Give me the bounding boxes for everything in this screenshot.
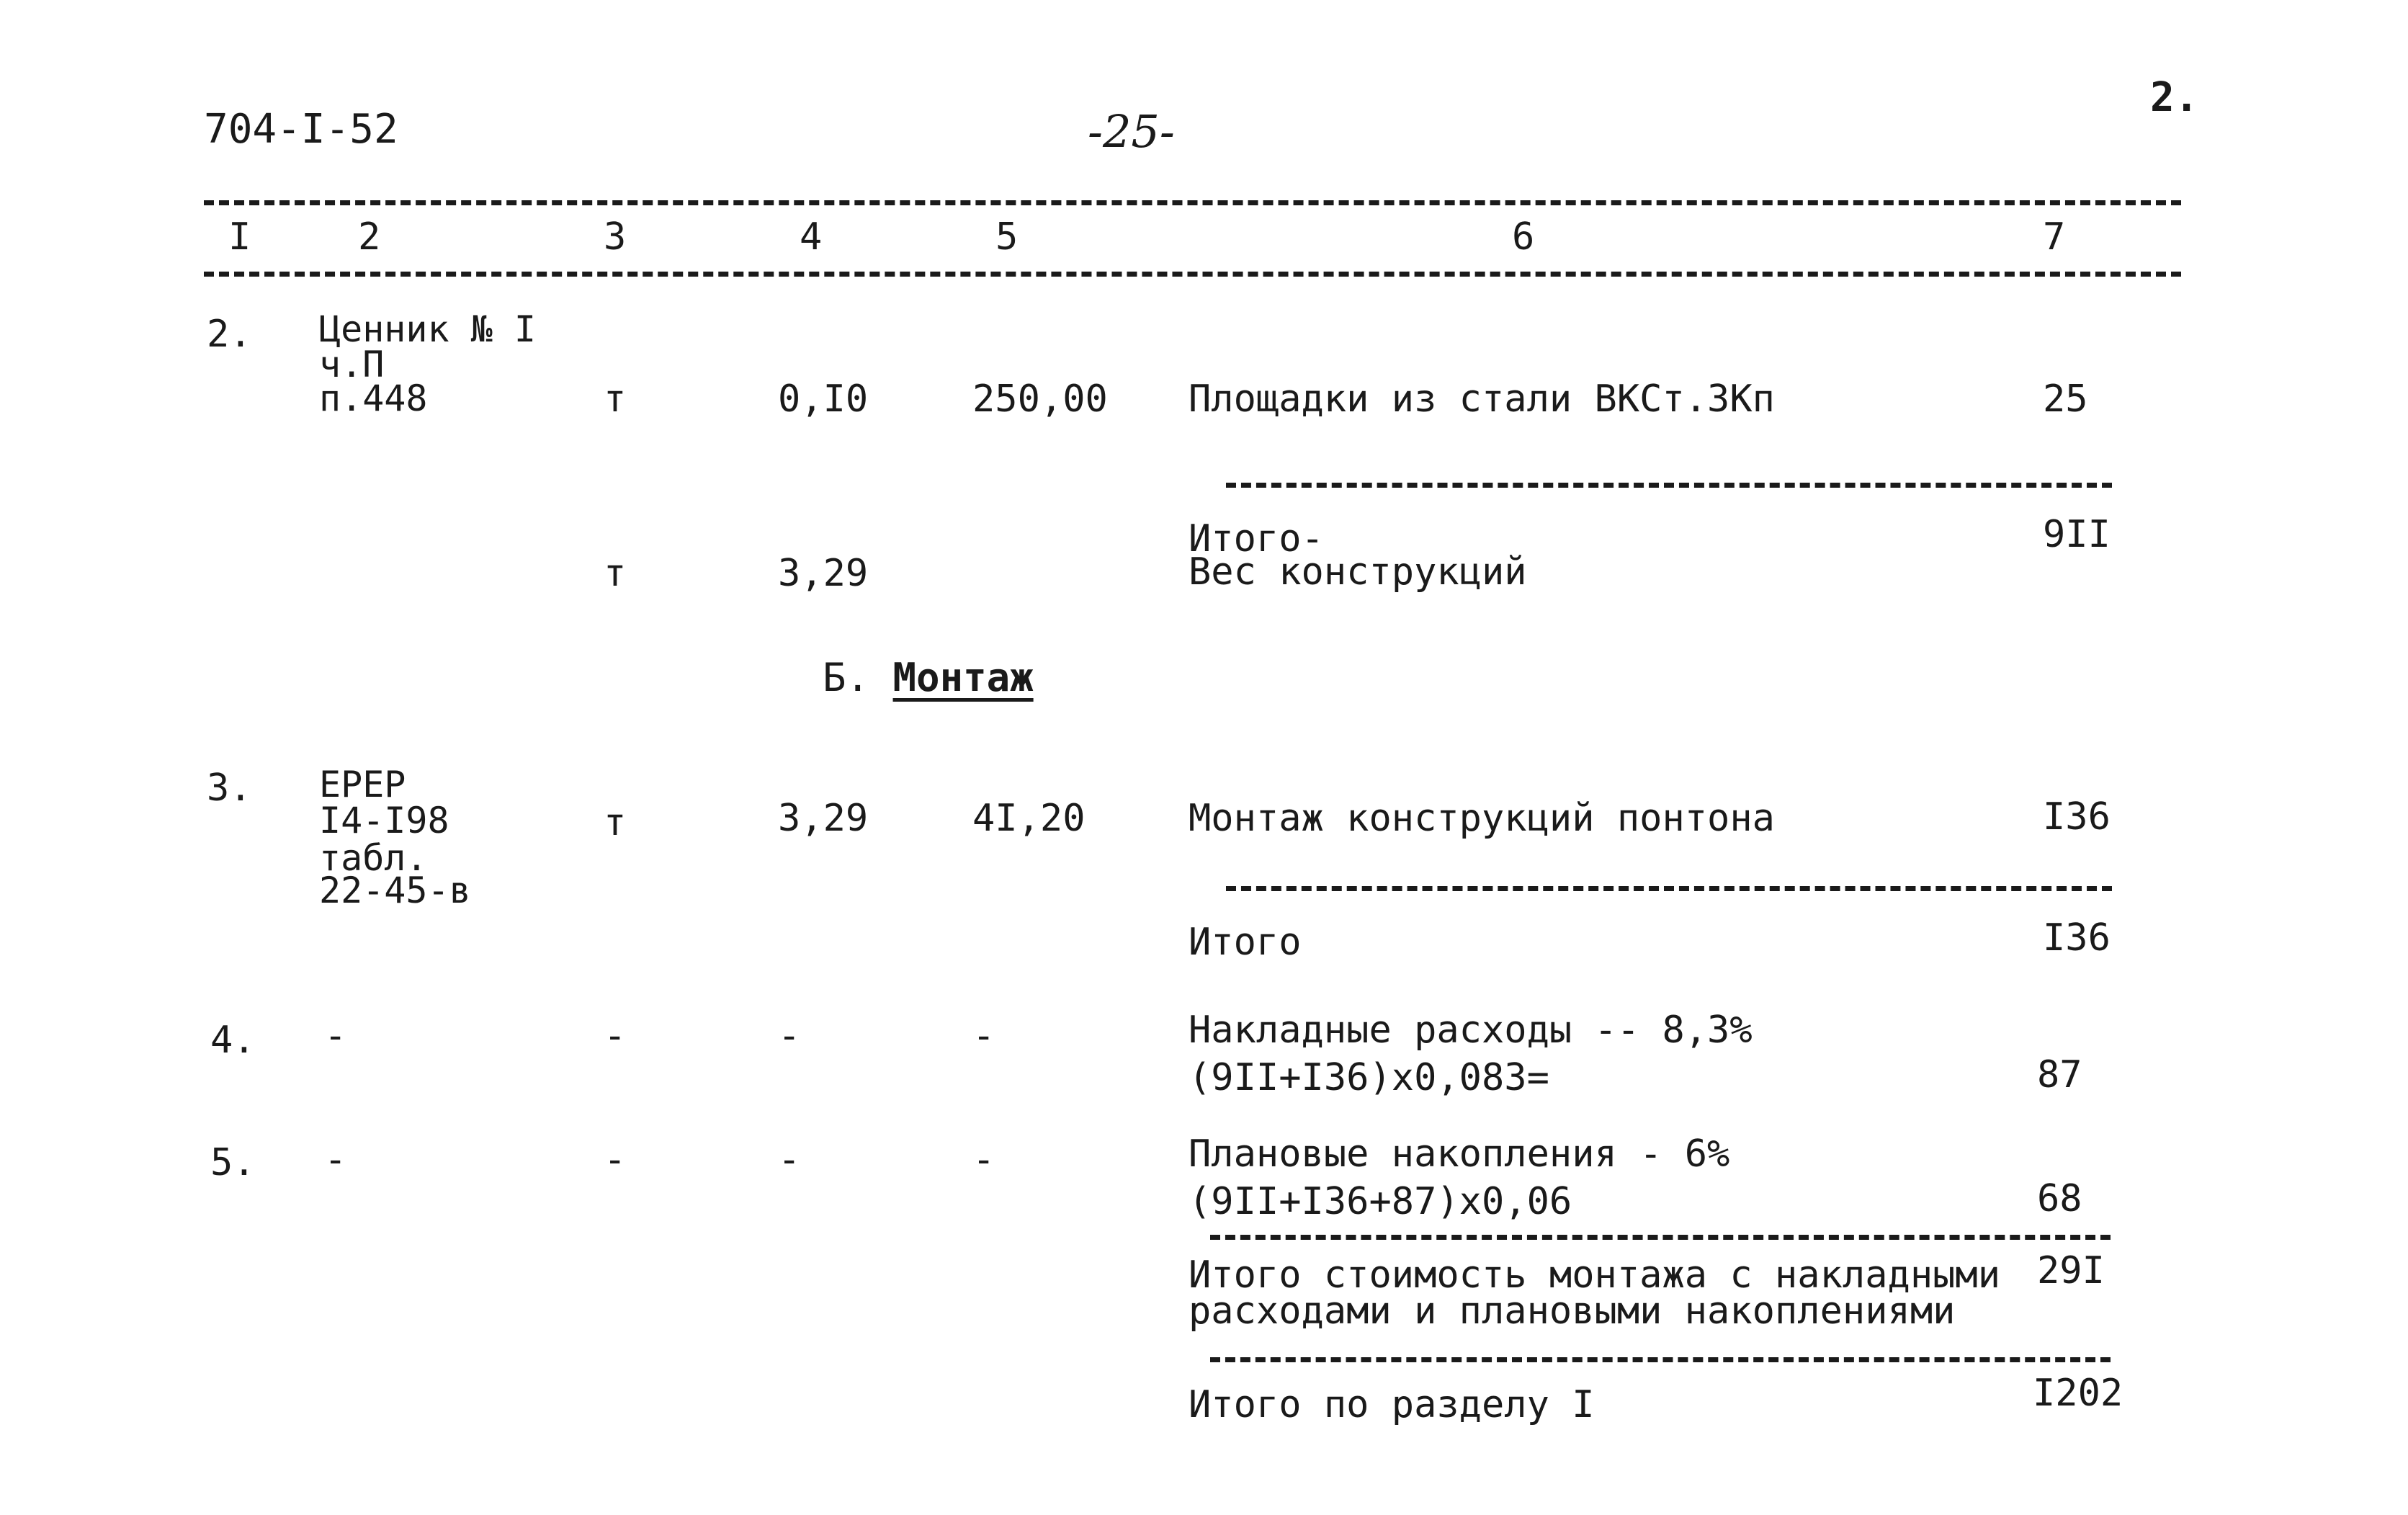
row-4-description-line-1: Накладные расходы -- 8,3% (1189, 1009, 1753, 1052)
row-3-source-line-4: 22-45-в (319, 870, 471, 911)
total-section-label: Итого по разделу I (1189, 1383, 1595, 1426)
row-2-price: 250,00 (972, 377, 1108, 421)
header-top-rule (204, 200, 2181, 205)
column-header-2: 2 (358, 215, 381, 259)
row-5-unit-dash: - (604, 1138, 627, 1181)
row-2-source-line-1: Ценник № I (319, 308, 537, 350)
row-4-number: 4. (210, 1019, 256, 1062)
column-header-7: 7 (2043, 215, 2066, 259)
subtotal-b-label: Итого (1189, 921, 1302, 964)
column-header-5: 5 (995, 215, 1019, 259)
row-5-description-line-2: (9II+I36+87)x0,06 (1189, 1180, 1572, 1223)
row-3-description: Монтаж конструкций понтона (1189, 797, 1775, 840)
subtotal-a-rule (1226, 483, 2112, 488)
row-4-cost: 87 (2037, 1053, 2082, 1096)
total-montage-label-line-1: Итого стоимость монтажа с накладными (1189, 1253, 2001, 1297)
column-header-4: 4 (800, 215, 823, 259)
sheet-number: 2. (2150, 74, 2199, 121)
row-5-cost: 68 (2037, 1177, 2082, 1220)
row-4-unit-dash: - (604, 1014, 627, 1058)
subtotal-a-label-line-1: Итого- (1189, 517, 1324, 560)
row-5-price-dash: - (972, 1138, 995, 1181)
row-5-description-line-1: Плановые накопления - 6% (1189, 1132, 1730, 1176)
row-5-number: 5. (210, 1141, 256, 1184)
subtotal-b-rule (1226, 886, 2112, 891)
row-2-source-line-3: п.448 (319, 377, 428, 419)
total-montage-label-line-2: расходами и плановыми накоплениями (1189, 1290, 1956, 1333)
total-montage-cost: 29I (2037, 1249, 2105, 1292)
column-header-3: 3 (604, 215, 627, 259)
total-montage-rule (1210, 1235, 2111, 1240)
section-b-prefix: Б. (823, 655, 870, 700)
subtotal-a-quantity: 3,29 (778, 552, 869, 595)
row-3-source-line-3: табл. (319, 837, 428, 879)
column-header-6: 6 (1512, 215, 1535, 259)
row-3-source-line-1: ЕРЕР (319, 764, 406, 805)
row-4-description-line-2: (9II+I36)x0,083= (1189, 1056, 1549, 1099)
row-3-price: 4I,20 (972, 797, 1086, 840)
row-2-cost: 25 (2043, 377, 2088, 421)
total-section-cost: I202 (2033, 1372, 2123, 1415)
row-2-description: Площадки из стали ВКСт.3Кп (1189, 377, 1775, 421)
section-b-heading (823, 655, 1034, 700)
page-number: -25- (1088, 105, 1175, 158)
subtotal-a-label-line-2: Вес конструкций (1189, 550, 1527, 594)
row-5-quantity-dash: - (778, 1138, 801, 1181)
header-bottom-rule (204, 272, 2181, 277)
row-3-number: 3. (207, 767, 252, 810)
row-2-unit: т (604, 377, 627, 421)
total-section-rule (1210, 1357, 2111, 1362)
subtotal-b-cost: I36 (2043, 916, 2111, 960)
row-4-price-dash: - (972, 1014, 995, 1058)
row-3-unit: т (604, 801, 627, 844)
section-b-title: Монтаж (892, 655, 1034, 700)
document-code: 704-I-52 (204, 106, 398, 153)
column-header-1: I (228, 215, 251, 259)
row-2-number: 2. (207, 313, 252, 356)
row-2-quantity: 0,I0 (778, 377, 869, 421)
row-5-source-dash: - (324, 1138, 347, 1181)
row-3-source-line-2: I4-I98 (319, 800, 449, 841)
subtotal-a-unit: т (604, 552, 627, 595)
row-3-quantity: 3,29 (778, 797, 869, 840)
row-2-source-line-2: ч.П (319, 344, 385, 385)
row-4-quantity-dash: - (778, 1014, 801, 1058)
subtotal-a-cost: 9II (2043, 513, 2111, 556)
row-3-cost: I36 (2043, 795, 2111, 839)
row-4-source-dash: - (324, 1014, 347, 1058)
